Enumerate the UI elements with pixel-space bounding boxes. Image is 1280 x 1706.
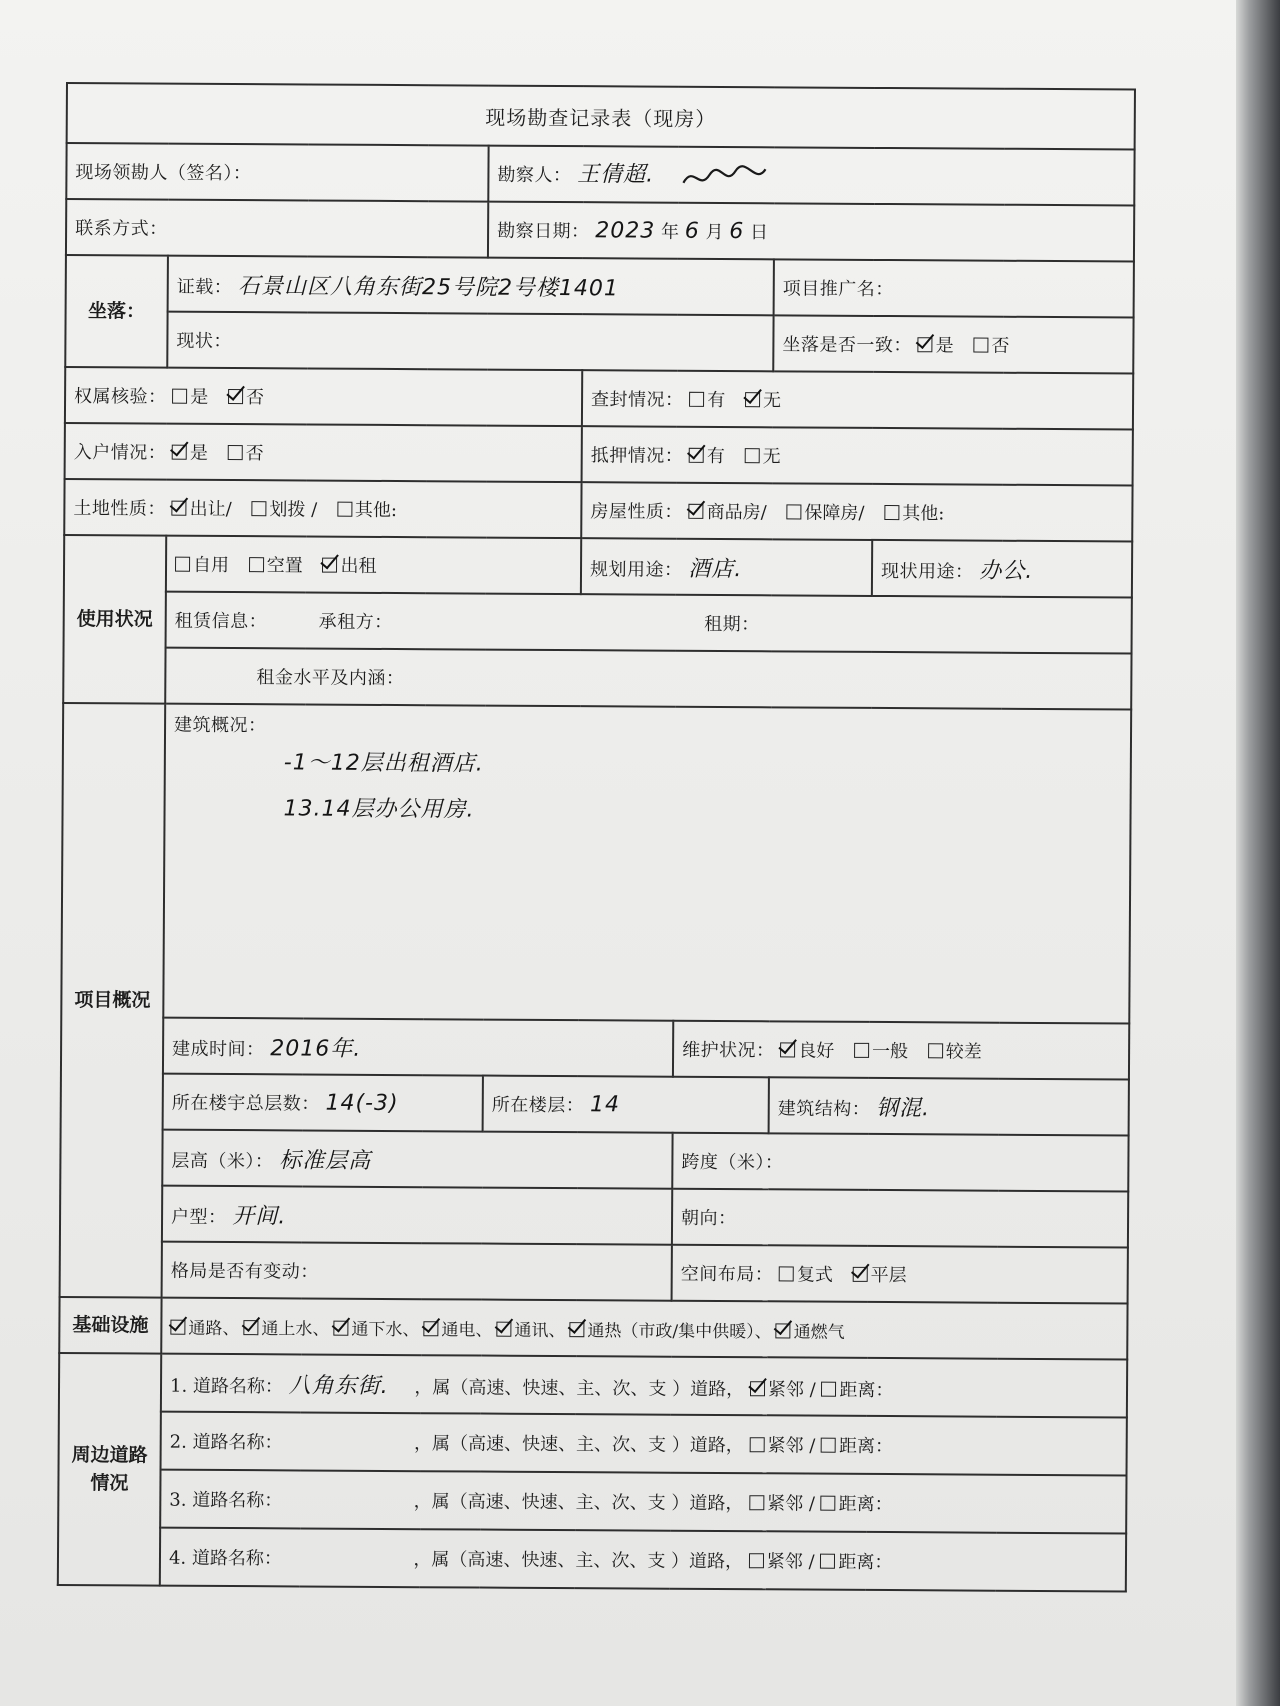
maint-label: 维护状况： xyxy=(682,1039,775,1062)
entry-no-option[interactable] xyxy=(228,439,264,465)
current-cell xyxy=(167,312,773,372)
road-adjacent-option[interactable] xyxy=(750,1375,804,1401)
road-distance-option[interactable] xyxy=(821,1432,893,1458)
checkbox-checked-icon xyxy=(750,1381,765,1396)
road-number-label: 3. 道路名称： xyxy=(169,1489,283,1512)
surveyor-value: 王倩超. xyxy=(577,161,655,188)
structure-value: 钢混. xyxy=(875,1095,931,1121)
usage-self-label: 自用 xyxy=(192,554,230,577)
land-other-label: 其他: xyxy=(354,499,398,522)
ownership-yes-option[interactable] xyxy=(172,383,208,409)
consistent-yes-label: 是 xyxy=(935,335,954,357)
checkbox-checked-icon xyxy=(780,1042,795,1057)
infra-telecom-label: 通讯、 xyxy=(514,1320,566,1341)
building-line-2: 13.14层办公用房. xyxy=(283,796,475,823)
infra-road-option[interactable] xyxy=(170,1313,239,1338)
floor-cell xyxy=(483,1076,769,1134)
space-cell xyxy=(672,1245,1128,1304)
checkbox-checked-icon xyxy=(333,1320,348,1335)
infra-side-label: 基础设施 xyxy=(59,1297,161,1354)
mortgage-none-option[interactable] xyxy=(745,442,781,468)
road-row xyxy=(160,1528,1126,1592)
infra-heat-label: 通热（市政/集中供暖）、 xyxy=(587,1320,772,1342)
checkbox-icon xyxy=(689,392,704,407)
road-distance-option[interactable] xyxy=(820,1548,892,1574)
entry-no-label: 否 xyxy=(245,443,264,465)
ownership-yes-label: 是 xyxy=(190,386,209,408)
usage-self-option[interactable] xyxy=(175,551,229,577)
road-distance-option[interactable] xyxy=(821,1375,893,1401)
checkbox-icon xyxy=(749,1495,764,1510)
checkbox-icon xyxy=(779,1266,794,1281)
usage-rent-label: 出租 xyxy=(340,555,377,577)
road-adjacent-label: 紧邻 xyxy=(766,1551,803,1573)
infra-road-label: 通路、 xyxy=(188,1318,240,1339)
span-label: 跨度（米）： xyxy=(681,1151,784,1174)
entry-label: 入户情况： xyxy=(73,442,167,464)
tenant-label: 承租方： xyxy=(318,611,393,634)
land-other-option[interactable] xyxy=(337,496,397,522)
project-side-label: 项目概况 xyxy=(60,703,166,1298)
infra-water-in-label: 通上水、 xyxy=(261,1318,330,1340)
checkbox-icon xyxy=(337,502,352,517)
layout-change-label: 格局是否有变动： xyxy=(170,1260,319,1283)
date-month-value: 6 xyxy=(684,218,700,244)
floors-label: 所在楼宇总层数： xyxy=(171,1092,320,1115)
checkbox-checked-icon xyxy=(172,501,187,516)
layout-change-cell xyxy=(162,1242,672,1301)
entry-yes-label: 是 xyxy=(189,442,209,464)
form-title: 现场勘查记录表（现房） xyxy=(67,83,1135,150)
maint-cell xyxy=(673,1021,1129,1080)
survey-form xyxy=(57,82,1136,1593)
checkbox-checked-icon xyxy=(776,1323,791,1338)
usage-rent-option[interactable] xyxy=(322,552,376,578)
date-cell xyxy=(488,202,1134,262)
date-day-unit: 日 xyxy=(749,222,769,244)
space-duplex-label: 复式 xyxy=(796,1264,834,1286)
entry-cell xyxy=(65,423,582,482)
date-day-value: 6 xyxy=(729,219,745,245)
ownership-label: 权属核验： xyxy=(74,386,167,408)
checkbox-checked-icon xyxy=(322,558,337,573)
date-month-unit: 月 xyxy=(705,221,724,244)
floors-value: 14(-3) xyxy=(325,1090,399,1117)
maint-poor-option[interactable] xyxy=(928,1037,982,1063)
cur-use-label: 现状用途： xyxy=(880,560,974,583)
roads-side-label: 周边道路情况 xyxy=(58,1353,161,1586)
space-flat-option[interactable] xyxy=(853,1261,907,1287)
road-number-label: 1. 道路名称： xyxy=(169,1375,284,1397)
cert-cell xyxy=(168,256,774,316)
road-name-value xyxy=(288,1448,408,1449)
infra-gas-label: 通燃气 xyxy=(793,1321,845,1343)
space-duplex-option[interactable] xyxy=(779,1260,833,1286)
road-class-text: ，属（高速、快速、主、次、支 ）道路， xyxy=(414,1376,745,1400)
plan-use-value: 酒店. xyxy=(688,556,743,582)
road-distance-label: 距离： xyxy=(839,1379,894,1401)
floors-cell xyxy=(163,1074,483,1132)
infra-power-option[interactable] xyxy=(423,1315,492,1340)
maint-normal-label: 一般 xyxy=(871,1040,909,1063)
infra-power-label: 通电、 xyxy=(441,1319,493,1341)
infra-water-in-option[interactable] xyxy=(243,1314,329,1340)
maint-good-label: 良好 xyxy=(798,1040,835,1062)
seal-label: 查封情况： xyxy=(591,389,684,411)
house-other-option[interactable] xyxy=(884,499,944,525)
building-cell xyxy=(163,704,1131,1024)
usage-vacant-option[interactable] xyxy=(249,551,303,577)
cert-label: 证载： xyxy=(176,276,233,298)
mortgage-cell xyxy=(582,426,1133,485)
mortgage-have-option[interactable] xyxy=(689,442,725,468)
checkbox-icon xyxy=(884,505,899,520)
infra-telecom-option[interactable] xyxy=(496,1315,565,1340)
land-cell xyxy=(64,479,581,538)
road-name-value: 八角东街. xyxy=(288,1372,389,1399)
road-class-text: ，属（高速、快速、主、次、支 ）道路， xyxy=(413,1491,744,1515)
road-separator: / xyxy=(809,1435,822,1457)
built-label: 建成时间： xyxy=(172,1038,265,1060)
maint-poor-label: 较差 xyxy=(945,1041,982,1063)
checkbox-icon xyxy=(172,389,187,404)
seal-none-label: 无 xyxy=(762,390,782,412)
height-value: 标准层高 xyxy=(279,1147,372,1174)
house-label: 房屋性质： xyxy=(590,501,683,523)
road-number-label: 2. 道路名称： xyxy=(169,1431,283,1454)
cert-value: 石景山区八角东街25号院2号楼1401 xyxy=(237,273,620,301)
checkbox-checked-icon xyxy=(689,448,704,463)
checkbox-icon xyxy=(249,557,264,572)
checkbox-checked-icon xyxy=(228,389,243,404)
surveyor-label: 勘察人： xyxy=(497,164,572,186)
ownership-no-label: 否 xyxy=(245,387,265,409)
checkbox-icon xyxy=(928,1043,943,1058)
surveyor-cell xyxy=(488,146,1134,206)
checkbox-checked-icon xyxy=(170,1319,185,1334)
land-transfer-option[interactable] xyxy=(172,495,232,521)
current-label: 现状： xyxy=(176,330,232,353)
road-name-value xyxy=(288,1506,408,1507)
consistent-no-label: 否 xyxy=(991,335,1010,357)
checkbox-icon xyxy=(973,338,988,353)
usage-vacant-label: 空置 xyxy=(266,555,303,577)
road-adjacent-label: 紧邻 xyxy=(767,1435,804,1457)
road-distance-label: 距离： xyxy=(838,1435,894,1458)
infra-water-out-label: 通下水、 xyxy=(351,1319,420,1340)
road-distance-label: 距离： xyxy=(838,1493,893,1516)
house-cell xyxy=(581,482,1132,541)
checkbox-checked-icon xyxy=(745,392,760,407)
consistent-label: 坐落是否一致： xyxy=(782,334,912,357)
building-label: 建筑概况： xyxy=(174,714,267,737)
lead-label: 现场领勘人（签名）： xyxy=(75,162,252,185)
promo-cell xyxy=(774,259,1134,317)
maint-good-option[interactable] xyxy=(780,1036,834,1062)
checkbox-icon xyxy=(749,1553,764,1568)
seal-none-option[interactable] xyxy=(745,386,781,412)
entry-yes-option[interactable] xyxy=(172,439,208,465)
road-class-text: ，属（高速、快速、主、次、支 ）道路， xyxy=(413,1433,744,1457)
seal-have-option[interactable] xyxy=(689,386,725,412)
land-transfer-label: 出让/ xyxy=(189,498,232,521)
location-side-label: 坐落： xyxy=(65,255,168,368)
infra-cell xyxy=(161,1298,1127,1360)
checkbox-icon xyxy=(745,448,760,463)
ownership-no-option[interactable] xyxy=(228,383,264,409)
road-row xyxy=(160,1470,1126,1534)
checkbox-checked-icon xyxy=(569,1322,584,1337)
road-separator: / xyxy=(809,1379,822,1401)
infra-water-out-option[interactable] xyxy=(333,1314,419,1340)
infra-heat-option[interactable] xyxy=(569,1316,771,1342)
road-adjacent-option[interactable] xyxy=(749,1547,803,1573)
road-name-value xyxy=(288,1564,408,1565)
checkbox-icon xyxy=(821,1438,836,1453)
building-line-1: -1～12层出租酒店. xyxy=(283,750,484,777)
checkbox-checked-icon xyxy=(243,1320,258,1335)
checkbox-icon xyxy=(820,1554,835,1569)
rent-cell xyxy=(165,648,1131,710)
paper-stack-edge xyxy=(1236,0,1280,1706)
date-year-value: 2023 xyxy=(595,218,656,244)
road-row xyxy=(161,1412,1127,1476)
space-label: 空间布局： xyxy=(680,1263,774,1286)
height-label: 层高（米）： xyxy=(171,1150,274,1172)
type-value: 开间. xyxy=(232,1203,287,1229)
usage-side-label: 使用状况 xyxy=(63,535,166,704)
lease-label: 租赁信息： xyxy=(174,610,268,633)
signature-scribble-icon xyxy=(680,160,770,193)
checkbox-icon xyxy=(749,1437,764,1452)
seal-cell xyxy=(582,370,1133,429)
structure-label: 建筑结构： xyxy=(777,1097,871,1120)
checkbox-icon xyxy=(854,1043,869,1058)
maint-normal-option[interactable] xyxy=(854,1037,908,1063)
house-commercial-label: 商品房/ xyxy=(706,501,767,524)
lead-cell xyxy=(66,143,488,202)
type-label: 户型： xyxy=(171,1206,227,1228)
cur-use-cell xyxy=(872,540,1132,598)
ownership-cell xyxy=(65,367,582,426)
checkbox-checked-icon xyxy=(172,445,187,460)
checkbox-icon xyxy=(175,557,190,572)
plan-use-label: 规划用途： xyxy=(589,558,683,581)
contact-label: 联系方式： xyxy=(75,218,168,240)
seal-have-label: 有 xyxy=(707,389,726,412)
built-value: 2016年. xyxy=(270,1035,362,1062)
mortgage-none-label: 无 xyxy=(762,446,781,468)
road-row xyxy=(161,1354,1127,1418)
checkbox-checked-icon xyxy=(689,504,704,519)
floor-label: 所在楼层： xyxy=(491,1094,585,1117)
road-adjacent-option[interactable] xyxy=(749,1431,803,1457)
road-separator: / xyxy=(808,1551,821,1573)
house-commercial-option[interactable] xyxy=(689,498,767,524)
consistent-no-option[interactable] xyxy=(973,332,1009,358)
land-allocation-option[interactable] xyxy=(251,495,317,521)
rent-label: 租金水平及内涵： xyxy=(256,667,405,690)
lease-cell xyxy=(166,592,1132,654)
checkbox-icon xyxy=(786,504,801,519)
checkbox-icon xyxy=(821,1496,836,1511)
orient-cell xyxy=(672,1189,1128,1248)
floor-value: 14 xyxy=(589,1092,621,1118)
land-allocation-label: 划拨 / xyxy=(269,499,318,521)
consistent-yes-option[interactable] xyxy=(918,331,954,357)
date-year-unit: 年 xyxy=(660,221,680,243)
term-label: 租期： xyxy=(704,613,760,636)
house-other-label: 其他: xyxy=(902,503,945,525)
structure-cell xyxy=(769,1077,1129,1135)
promo-label: 项目推广名： xyxy=(782,278,894,301)
contact-cell xyxy=(66,199,488,258)
consistent-cell xyxy=(773,315,1133,373)
land-label: 土地性质： xyxy=(73,498,166,520)
road-separator: / xyxy=(808,1493,821,1515)
infra-gas-option[interactable] xyxy=(776,1317,845,1342)
checkbox-icon xyxy=(228,445,243,460)
checkbox-checked-icon xyxy=(423,1321,438,1336)
height-cell xyxy=(162,1130,672,1189)
road-class-text: ，属（高速、快速、主、次、支 ）道路， xyxy=(413,1549,744,1573)
checkbox-checked-icon xyxy=(918,337,933,352)
built-cell xyxy=(163,1018,673,1077)
road-adjacent-label: 紧邻 xyxy=(767,1378,804,1401)
orient-label: 朝向： xyxy=(681,1207,737,1230)
date-label: 勘察日期： xyxy=(497,220,590,243)
usage-opts-cell xyxy=(166,536,581,595)
road-distance-option[interactable] xyxy=(821,1490,893,1516)
checkbox-icon xyxy=(251,501,266,516)
mortgage-have-label: 有 xyxy=(706,445,726,468)
road-number-label: 4. 道路名称： xyxy=(168,1547,282,1570)
house-affordable-option[interactable] xyxy=(786,498,864,524)
house-affordable-label: 保障房/ xyxy=(804,502,865,524)
span-cell xyxy=(672,1133,1128,1192)
cur-use-value: 办公. xyxy=(979,558,1034,584)
type-cell xyxy=(162,1186,672,1245)
checkbox-icon xyxy=(821,1381,836,1396)
road-adjacent-option[interactable] xyxy=(749,1489,803,1515)
checkbox-checked-icon xyxy=(853,1267,868,1282)
road-distance-label: 距离： xyxy=(838,1551,893,1574)
mortgage-label: 抵押情况： xyxy=(590,445,684,467)
space-flat-label: 平层 xyxy=(870,1264,907,1287)
checkbox-checked-icon xyxy=(496,1321,511,1336)
road-adjacent-label: 紧邻 xyxy=(767,1493,804,1515)
plan-use-cell xyxy=(581,538,872,596)
